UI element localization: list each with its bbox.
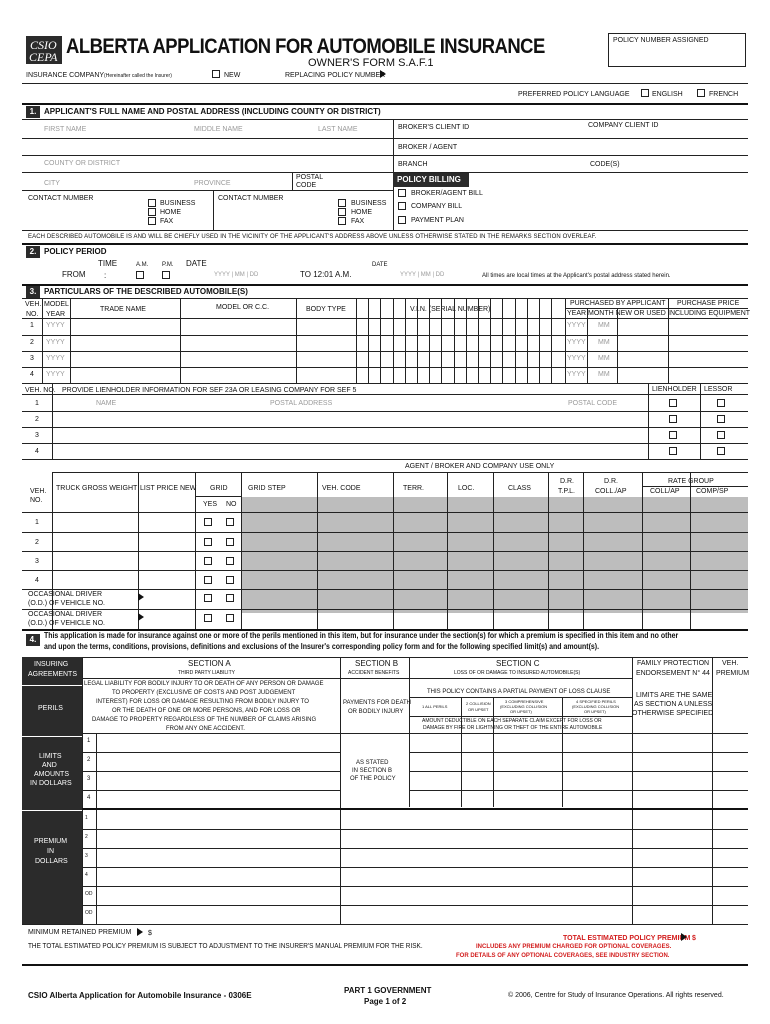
grid-yes-checkbox[interactable] <box>204 557 212 565</box>
section-1-title: APPLICANT'S FULL NAME AND POSTAL ADDRESS (INCLUDING COUNTY OR DISTRICT) <box>44 107 381 116</box>
footer-copyright: © 2006, Centre for Study of Insurance Operations. All rights reserved. <box>508 992 724 999</box>
local-time-note: All times are local times at the Applicant's postal address stated herein. <box>482 273 671 279</box>
perils-a-line: FROM ANY ONE ACCIDENT. <box>166 726 245 732</box>
middle-name-label: MIDDLE NAME <box>194 126 243 133</box>
agent-row-number: 4 <box>35 577 39 584</box>
company-bill-checkbox[interactable] <box>398 202 406 210</box>
arrow-icon <box>138 593 144 601</box>
grid-no-checkbox[interactable] <box>226 518 234 526</box>
agent-row-number: 3 <box>35 558 39 565</box>
city-label: CITY <box>44 180 60 187</box>
form-title: ALBERTA APPLICATION FOR AUTOMOBILE INSURANCE <box>66 35 545 58</box>
logo-csio: CSIO <box>30 38 57 52</box>
purchase-year-hint: YYYY <box>567 371 586 378</box>
premium-row-label: 1 <box>85 815 88 821</box>
new-checkbox[interactable] <box>212 70 220 78</box>
lien-row-number: 4 <box>35 448 39 455</box>
lessor-checkbox[interactable] <box>717 447 725 455</box>
csio-logo <box>26 36 62 64</box>
lessor-checkbox[interactable] <box>717 431 725 439</box>
lien-row-number: 3 <box>35 432 39 439</box>
agent-row-number: 2 <box>35 539 39 546</box>
insuring-agreements-cell <box>22 657 82 924</box>
premium-row-label: OD <box>85 910 93 916</box>
pm-checkbox[interactable] <box>162 271 170 279</box>
french-checkbox[interactable] <box>697 89 705 97</box>
section-1-number: 1. <box>26 106 40 118</box>
perils-a-line: INTEREST) FOR LOSS OR DAMAGE RESULTING FROM BODILY INJURY TO <box>96 699 309 705</box>
model-year-hint: YYYY <box>46 371 65 378</box>
grid-yes-checkbox[interactable] <box>204 576 212 584</box>
codes-label: CODE(S) <box>590 161 620 168</box>
purchase-month-hint: MM <box>598 339 610 346</box>
vehicle-row-number: 4 <box>30 371 34 378</box>
lienholder-checkbox[interactable] <box>669 447 677 455</box>
model-year-hint: YYYY <box>46 322 65 329</box>
arrow-icon <box>138 613 144 621</box>
english-checkbox[interactable] <box>641 89 649 97</box>
broker-bill-checkbox[interactable] <box>398 189 406 197</box>
logo-cepa: CEPA <box>29 50 58 64</box>
purchase-year-hint: YYYY <box>567 322 586 329</box>
fax-checkbox-1[interactable] <box>148 217 156 225</box>
limit-row-number: 1 <box>87 738 91 744</box>
vehicle-row-number: 2 <box>30 339 34 346</box>
limit-row-number: 2 <box>87 757 91 763</box>
vehicle-row-number: 1 <box>30 322 34 329</box>
occ1-yes-checkbox[interactable] <box>204 594 212 602</box>
from-date-hint: YYYY | MM | DD <box>214 272 259 278</box>
insurance-company-label: INSURANCE COMPANY(Hereinafter called the Insurer) <box>26 72 172 79</box>
grid-yes-checkbox[interactable] <box>204 518 212 526</box>
business-checkbox-1[interactable] <box>148 199 156 207</box>
lienholder-checkbox[interactable] <box>669 431 677 439</box>
english-label: ENGLISH <box>652 91 683 98</box>
policy-number-box[interactable] <box>608 33 746 67</box>
last-name-label: LAST NAME <box>318 126 358 133</box>
vehicle-row-number: 3 <box>30 355 34 362</box>
home-checkbox-2[interactable] <box>338 208 346 216</box>
perils-a-line: DAMAGE TO PROPERTY REGARDLESS OF THE NUMBER OF CLAIMS ARISING <box>92 717 317 723</box>
section-2-number: 2. <box>26 246 40 258</box>
premium-row-label: OD <box>85 891 93 897</box>
perils-a-line: TO PROPERTY (EXCLUSIVE OF COSTS AND POST JUDGEMENT <box>112 690 296 696</box>
grid-yes-checkbox[interactable] <box>204 538 212 546</box>
perils-a-line: LEGAL LIABILITY FOR BODILY INJURY TO OR DEATH OF ANY PERSON OR DAMAGE <box>84 681 324 687</box>
occ2-yes-checkbox[interactable] <box>204 614 212 622</box>
lien-row-number: 1 <box>35 400 39 407</box>
postal-code-label-1: POSTAL <box>296 174 324 181</box>
lienholder-checkbox[interactable] <box>669 399 677 407</box>
am-checkbox[interactable] <box>136 271 144 279</box>
purchase-month-hint: MM <box>598 322 610 329</box>
form-subtitle: OWNER'S FORM S.A.F.1 <box>308 57 434 69</box>
occ1-no-checkbox[interactable] <box>226 594 234 602</box>
purchase-year-hint: YYYY <box>567 355 586 362</box>
branch-label: BRANCH <box>398 161 428 168</box>
grid-no-checkbox[interactable] <box>226 557 234 565</box>
purchase-year-hint: YYYY <box>567 339 586 346</box>
grid-no-checkbox[interactable] <box>226 576 234 584</box>
premium-row-label: 4 <box>85 872 88 878</box>
arrow-icon <box>137 928 143 936</box>
lessor-checkbox[interactable] <box>717 415 725 423</box>
broker-client-id: BROKER'S CLIENT ID <box>398 124 470 131</box>
purchase-month-hint: MM <box>598 371 610 378</box>
section-4-number: 4. <box>26 634 40 646</box>
business-checkbox-2[interactable] <box>338 199 346 207</box>
payment-plan-checkbox[interactable] <box>398 216 406 224</box>
replacing-label: REPLACING POLICY NUMBER <box>285 72 386 79</box>
contact-number-1: CONTACT NUMBER <box>28 195 94 202</box>
occ2-no-checkbox[interactable] <box>226 614 234 622</box>
vicinity-note: EACH DESCRIBED AUTOMOBILE IS AND WILL BE CHIEFLY USED IN THE VICINITY OF THE APPLICANT'S ADDRESS ABOVE UNLESS OTHERWISE STATED IN THE REMARKS SECTION OVERLEAF. <box>28 234 597 240</box>
agent-use-title: AGENT / BROKER AND COMPANY USE ONLY <box>405 463 555 470</box>
new-label: NEW <box>224 72 241 79</box>
company-client-id: COMPANY CLIENT ID <box>588 122 659 129</box>
agent-row-number: 1 <box>35 519 39 526</box>
premium-row-label: 2 <box>85 834 88 840</box>
section-3-number: 3. <box>26 286 40 298</box>
arrow-icon <box>380 70 386 78</box>
limit-row-number: 4 <box>87 795 91 801</box>
lien-row-number: 2 <box>35 416 39 423</box>
language-label: PREFERRED POLICY LANGUAGE <box>518 91 630 98</box>
grid-no-checkbox[interactable] <box>226 538 234 546</box>
lienholder-checkbox[interactable] <box>669 415 677 423</box>
province-label: PROVINCE <box>194 180 231 187</box>
policy-billing-header: POLICY BILLING <box>393 173 469 187</box>
policy-number-label: POLICY NUMBER ASSIGNED <box>613 37 709 44</box>
perils-a-line: OR THE DEATH OF ONE OR MORE PERSONS, AND FOR LOSS OR <box>112 708 301 714</box>
model-year-hint: YYYY <box>46 355 65 362</box>
arrow-icon <box>681 933 687 941</box>
contact-number-2: CONTACT NUMBER <box>218 195 284 202</box>
footer-page: Page 1 of 2 <box>364 997 407 1006</box>
section-3-title: PARTICULARS OF THE DESCRIBED AUTOMOBILE(S) <box>44 287 248 296</box>
broker-agent-label: BROKER / AGENT <box>398 144 458 151</box>
model-year-hint: YYYY <box>46 339 65 346</box>
footer-form-name: CSIO Alberta Application for Automobile Insurance - 0306E <box>28 991 252 1000</box>
postal-code-label-2: CODE <box>296 182 317 189</box>
limit-row-number: 3 <box>87 776 91 782</box>
section-2-title: POLICY PERIOD <box>44 247 107 256</box>
footer-part: PART 1 GOVERNMENT <box>344 986 432 995</box>
to-date-hint: YYYY | MM | DD <box>400 272 445 278</box>
home-checkbox-1[interactable] <box>148 208 156 216</box>
lessor-checkbox[interactable] <box>717 399 725 407</box>
first-name-label: FIRST NAME <box>44 126 87 133</box>
county-label: COUNTY OR DISTRICT <box>44 160 121 167</box>
fax-checkbox-2[interactable] <box>338 217 346 225</box>
premium-row-label: 3 <box>85 853 88 859</box>
purchase-month-hint: MM <box>598 355 610 362</box>
french-label: FRENCH <box>709 91 739 98</box>
